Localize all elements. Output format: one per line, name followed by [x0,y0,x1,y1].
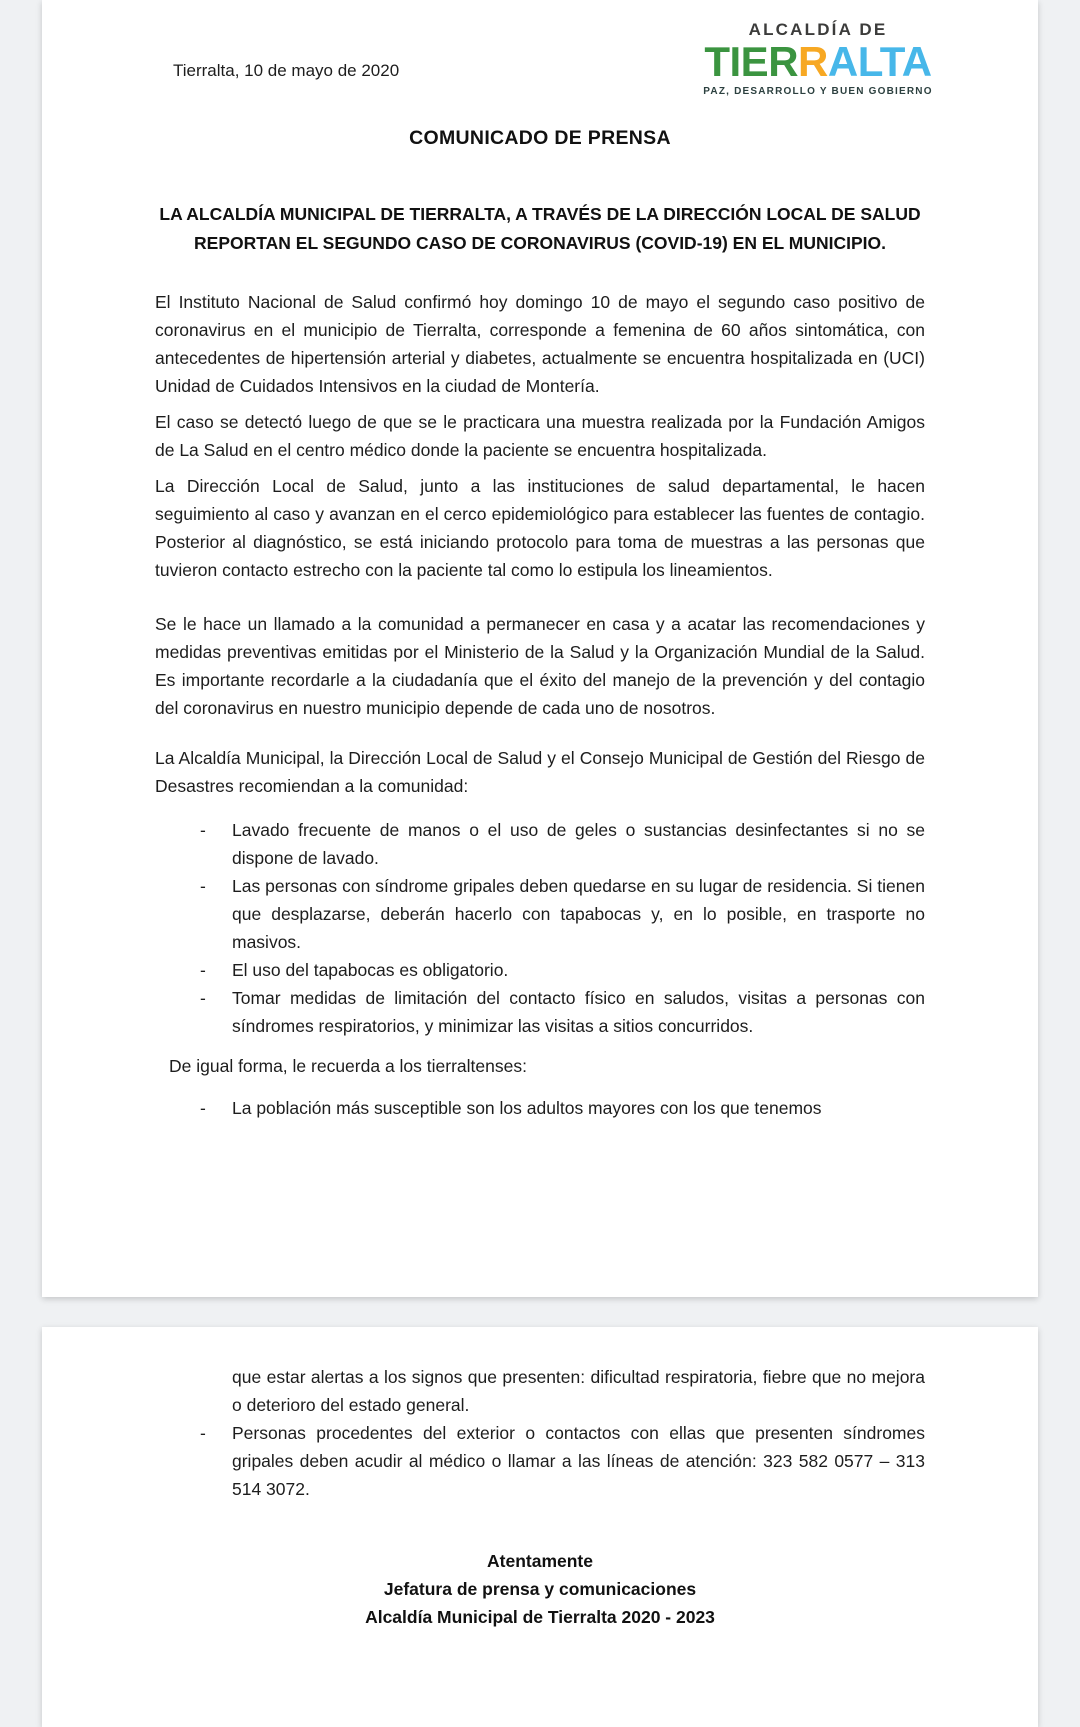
dash-bullet-marker: - [200,820,206,840]
press-release-title: COMUNICADO DE PRENSA [409,127,671,149]
dash-bullet-marker: - [200,876,206,896]
list-item-text: Tomar medidas de limitación del contacto físico en saludos, visitas a personas con síndromes respiratorios, y minimizar las visitas a sitios concurridos. [232,988,925,1036]
signature-department: Jefatura de prensa y comunicaciones [383,1579,697,1599]
dash-bullet-marker: - [200,1098,206,1118]
paragraph-detection: El caso se detectó luego de que se le practicara una muestra realizada por la Fundación Amigos de La Salud en el centro médico donde la paciente se encuentra hospitalizada. [155,412,925,460]
paragraph-call-to-action: Se le hace un llamado a la comunidad a permanecer en casa y a acatar las recomendaciones y medidas preventivas emitidas por el Ministerio de la Salud y la Organización Mundial de la Salud. Es importante recordarle a la ciudadanía que el éxito del manejo de la prevención y del contagio del coronavirus en nuestro municipio depende de cada uno de nosotros. [155,614,925,718]
document-date: Tierralta, 10 de mayo de 2020 [173,61,400,80]
list-item [155,1419,925,1503]
list-item-text: La población más susceptible son los adultos mayores con los que tenemos [232,1098,822,1118]
paragraph-recommendations-intro: La Alcaldía Municipal, la Dirección Local de Salud y el Consejo Municipal de Gestión del Riesgo de Desastres recomiendan a la comunidad: [155,748,925,796]
paragraph-follow-up: La Dirección Local de Salud, junto a las instituciones de salud departamental, le hacen seguimiento al caso y avanzan en el cerco epidemiológico para establecer las fuentes de contagio. Posterior al diagnóstico, se está iniciando protocolo para toma de muestras a las personas que tuvieron contacto estrecho con la paciente tal como lo estipula los lineamientos. [155,476,925,580]
list-item-text: Las personas con síndrome gripales deben quedarse en su lugar de residencia. Si tienen que desplazarse, deberán hacerlo con tapabocas y, en lo posible, en trasporte no masivos. [232,876,925,952]
paragraph-reminder-intro: De igual forma, le recuerda a los tierraltenses: [169,1056,527,1076]
list-item-text: Personas procedentes del exterior o contactos con ellas que presenten síndromes gripales deben acudir al médico o llamar a las líneas de atención: 323 582 0577 – 313 514 3072. [232,1423,925,1499]
signature-entity: Alcaldía Municipal de Tierralta 2020 - 2023 [365,1607,715,1627]
list-item [155,1094,925,1122]
logo-letters-blue: ALTA [827,38,932,85]
logo-wordmark-tierralta [678,40,958,84]
press-release-page-1 [42,0,1038,1297]
press-release-page-2 [42,1327,1038,1727]
signature-closing: Atentamente [487,1551,593,1571]
dash-bullet-marker: - [200,988,206,1008]
dash-bullet-marker: - [200,960,206,980]
list-item [155,956,925,984]
list-item-text: El uso del tapabocas es obligatorio. [232,960,509,980]
alcaldia-tierralta-logo [678,20,958,97]
paragraph-case-report: El Instituto Nacional de Salud confirmó hoy domingo 10 de mayo el segundo caso positivo de coronavirus en el municipio de Tierralta, corresponde a femenina de 60 años sintomática, con antecedentes de hipertensión arterial y diabetes, actualmente se encuentra hospitalizada en (UCI) Unidad de Cuidados Intensivos en la ciudad de Montería. [155,292,925,396]
list-item-continuation-text: que estar alertas a los signos que presenten: dificultad respiratoria, fiebre que no mejora o deterioro del estado general. [232,1367,925,1415]
list-item [155,816,925,872]
logo-letters-green: TIER [704,38,799,85]
signature-block [155,1547,925,1631]
list-item [155,872,925,956]
logo-letter-orange: R [798,38,828,85]
recommendations-list [155,816,925,1040]
list-item-text: Lavado frecuente de manos o el uso de geles o sustancias desinfectantes si no se dispone de lavado. [232,820,925,868]
list-item [155,984,925,1040]
press-release-heading: LA ALCALDÍA MUNICIPAL DE TIERRALTA, A TRAVÉS DE LA DIRECCIÓN LOCAL DE SALUD REPORTAN EL SEGUNDO CASO DE CORONAVIRUS (COVID-19) EN EL MUNICIPIO. [159,204,921,253]
dash-bullet-marker: - [200,1423,206,1443]
logo-tagline: PAZ, DESARROLLO Y BUEN GOBIERNO [703,86,933,97]
logo-line-alcaldia-de: ALCALDÍA DE [748,20,888,39]
